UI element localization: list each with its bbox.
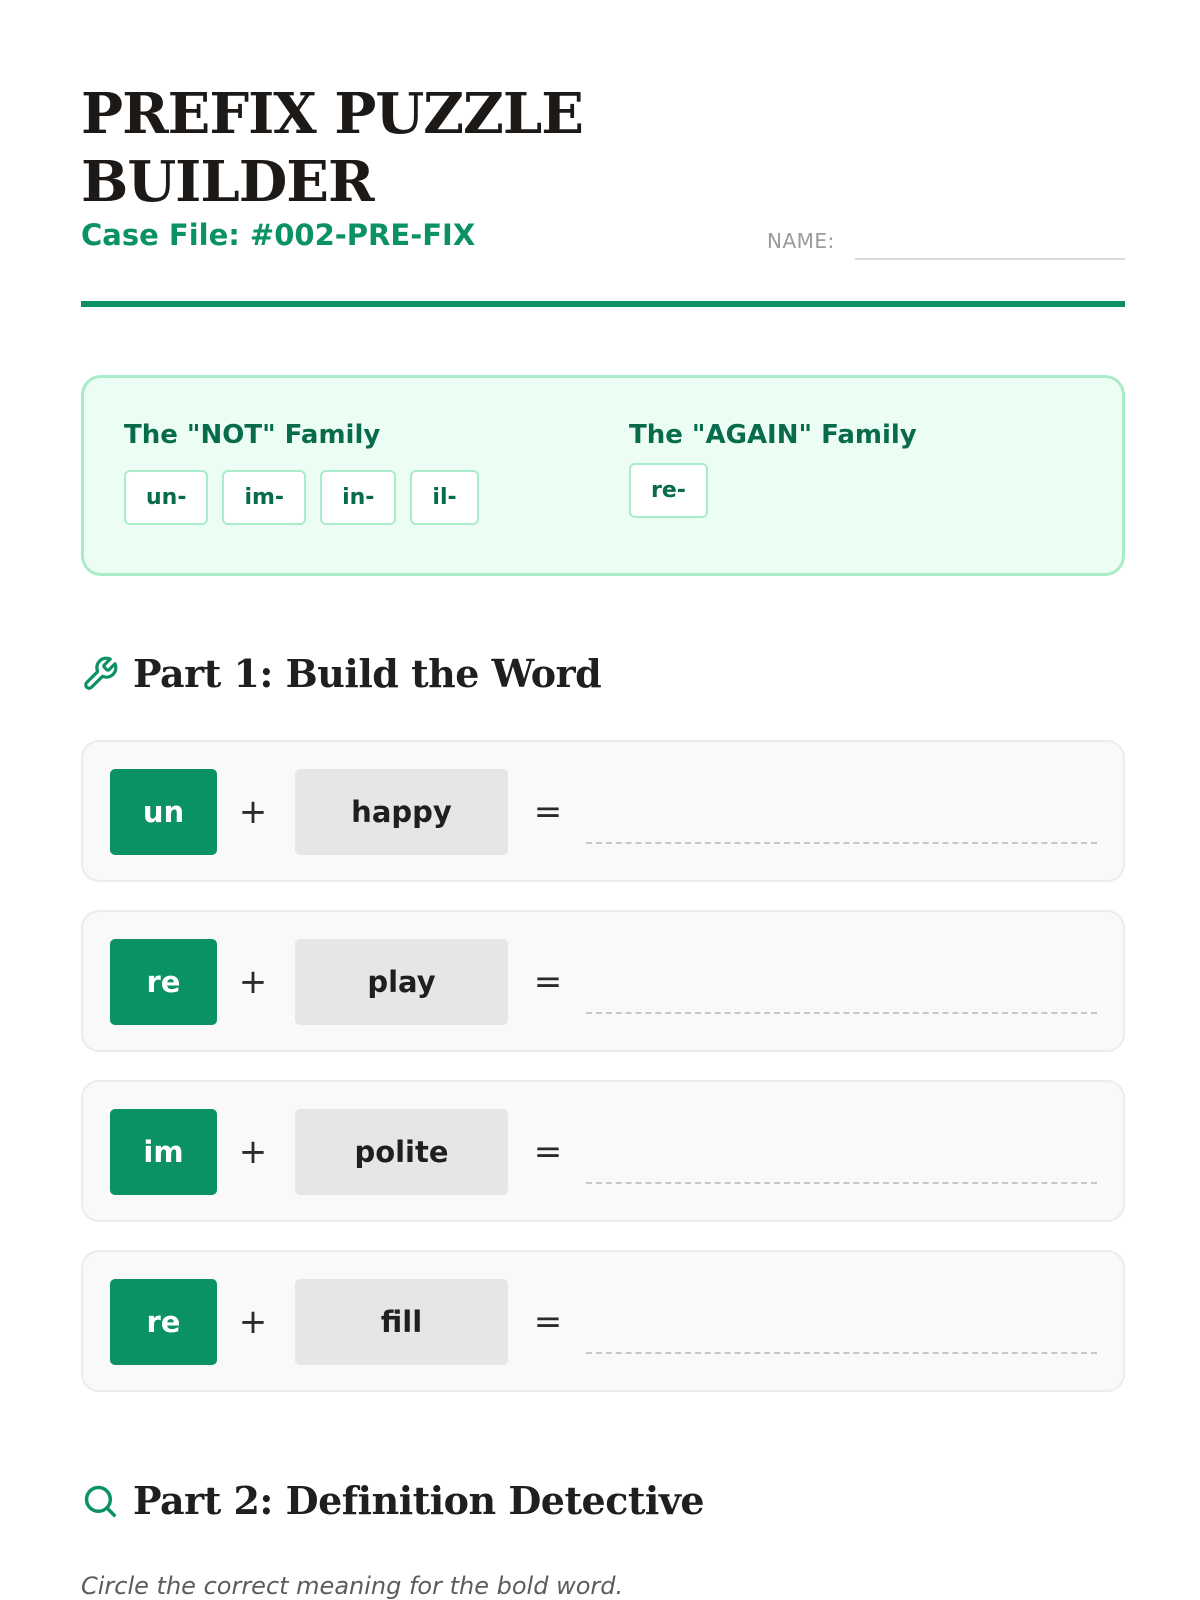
prefix-chip-in: in- — [320, 470, 396, 525]
case-file-label: Case File: #002-PRE-FIX — [81, 218, 476, 252]
prefix-tile: re — [110, 939, 217, 1025]
part2-instruction: Circle the correct meaning for the bold word. — [81, 1572, 624, 1600]
worksheet-page — [81, 0, 1125, 1600]
answer-blank[interactable] — [586, 1352, 1097, 1354]
equals-sign: = — [533, 1302, 563, 1342]
not-family-title: The "NOT" Family — [124, 420, 381, 450]
part2-title: Part 2: Definition Detective — [133, 1478, 705, 1523]
plus-sign: + — [238, 792, 268, 832]
again-family-chips — [629, 463, 917, 518]
name-blank-line[interactable] — [855, 258, 1125, 260]
plus-sign: + — [238, 962, 268, 1002]
root-word-tile: happy — [295, 769, 508, 855]
answer-blank[interactable] — [586, 1182, 1097, 1184]
part2-header — [81, 1478, 704, 1523]
build-row — [81, 1250, 1125, 1392]
build-row — [81, 740, 1125, 882]
page-title: PREFIX PUZZLE BUILDER — [81, 81, 583, 215]
prefix-tile: im — [110, 1109, 217, 1195]
wrench-icon — [81, 655, 119, 693]
magnifier-icon — [81, 1482, 119, 1520]
answer-blank[interactable] — [586, 1012, 1097, 1014]
answer-blank[interactable] — [586, 842, 1097, 844]
prefix-families-box — [81, 375, 1125, 576]
build-row — [81, 1080, 1125, 1222]
part1-header — [81, 651, 601, 696]
again-family-title: The "AGAIN" Family — [629, 420, 917, 450]
name-field[interactable] — [767, 225, 1125, 261]
plus-sign: + — [238, 1132, 268, 1172]
not-family — [124, 420, 479, 525]
equals-sign: = — [533, 792, 563, 832]
root-word-tile: fill — [295, 1279, 508, 1365]
equals-sign: = — [533, 962, 563, 1002]
part1-title: Part 1: Build the Word — [133, 651, 602, 696]
name-label: NAME: — [767, 229, 835, 253]
not-family-chips — [124, 470, 479, 525]
root-word-tile: play — [295, 939, 508, 1025]
root-word-tile: polite — [295, 1109, 508, 1195]
prefix-chip-un: un- — [124, 470, 208, 525]
prefix-tile: un — [110, 769, 217, 855]
plus-sign: + — [238, 1302, 268, 1342]
build-row — [81, 910, 1125, 1052]
prefix-chip-re: re- — [629, 463, 708, 518]
prefix-chip-im: im- — [222, 470, 306, 525]
prefix-tile: re — [110, 1279, 217, 1365]
prefix-chip-il: il- — [410, 470, 478, 525]
header-divider — [81, 301, 1125, 307]
equals-sign: = — [533, 1132, 563, 1172]
again-family — [629, 420, 917, 518]
